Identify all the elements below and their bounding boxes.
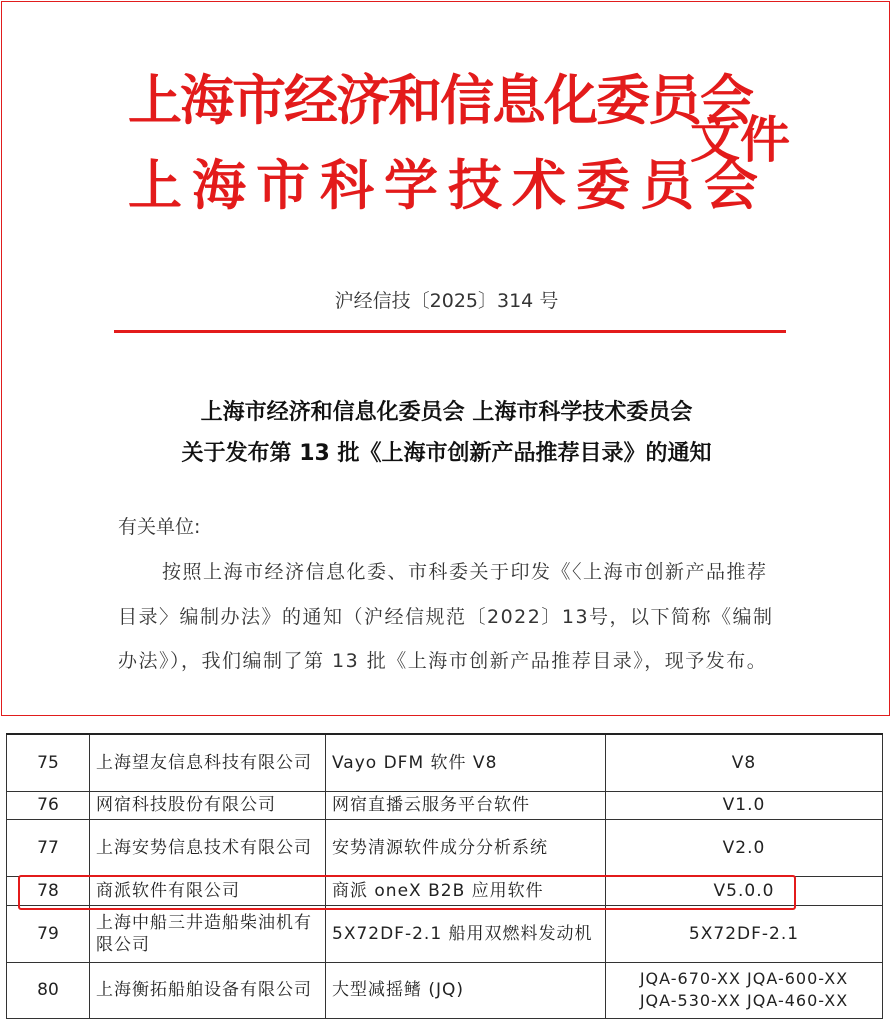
product-cell: 大型减摇鳍 (JQ): [326, 962, 606, 1018]
table-row: [7, 791, 883, 819]
product-cell: 网宿直播云服务平台软件: [326, 791, 606, 819]
salutation: 有关单位:: [118, 516, 201, 538]
issuer-name-2: 上海市科学技术委员会: [128, 153, 768, 217]
product-cell: 安势清源软件成分分析系统: [326, 819, 606, 876]
table-row: [7, 819, 883, 876]
company-cell: 上海中船三井造船柴油机有限公司: [90, 905, 326, 962]
version-line: JQA-530-XX JQA-460-XX: [639, 991, 849, 1010]
issuer-name-1: 上海市经济和信息化委员会: [128, 68, 752, 132]
table-row: [7, 962, 883, 1018]
version-cell: 5X72DF-2.1: [606, 905, 883, 962]
table-row: [7, 734, 883, 791]
company-cell: 上海安势信息技术有限公司: [90, 819, 326, 876]
version-cell: V5.0.0: [606, 876, 883, 905]
notice-title-line2: 关于发布第 13 批《上海市创新产品推荐目录》的通知: [181, 441, 712, 466]
row-number: 80: [7, 962, 90, 1018]
row-number: 79: [7, 905, 90, 962]
product-cell: 5X72DF-2.1 船用双燃料发动机: [326, 905, 606, 962]
row-number: 75: [7, 734, 90, 791]
product-cell: 商派 oneX B2B 应用软件: [326, 876, 606, 905]
company-cell: 上海望友信息科技有限公司: [90, 734, 326, 791]
table-row: [7, 905, 883, 962]
notice-title-line1: 上海市经济和信息化委员会 上海市科学技术委员会: [200, 400, 693, 425]
version-cell: V2.0: [606, 819, 883, 876]
company-cell: 上海衡拓船舶设备有限公司: [90, 962, 326, 1018]
row-number: 76: [7, 791, 90, 819]
product-cell: Vayo DFM 软件 V8: [326, 734, 606, 791]
version-cell: [606, 962, 883, 1018]
version-line: JQA-670-XX JQA-600-XX: [639, 969, 849, 988]
company-cell: 商派软件有限公司: [90, 876, 326, 905]
row-number: 77: [7, 819, 90, 876]
red-divider: [114, 330, 786, 333]
company-cell: 网宿科技股份有限公司: [90, 791, 326, 819]
version-cell: V1.0: [606, 791, 883, 819]
version-cell: V8: [606, 734, 883, 791]
row-78-highlight: [18, 875, 796, 910]
row-number: 78: [7, 876, 90, 905]
document-number: 沪经信技〔2025〕314 号: [334, 290, 559, 312]
body-paragraph: 按照上海市经济信息化委、市科委关于印发《〈上海市创新产品推荐目录〉编制办法》的通知（沪经信规范〔2022〕13号，以下简称《编制办法》），我们编制了第 13 批《上海市创新产品推荐目录》，现予发布。: [118, 561, 774, 672]
document-type: 文件: [690, 110, 790, 169]
